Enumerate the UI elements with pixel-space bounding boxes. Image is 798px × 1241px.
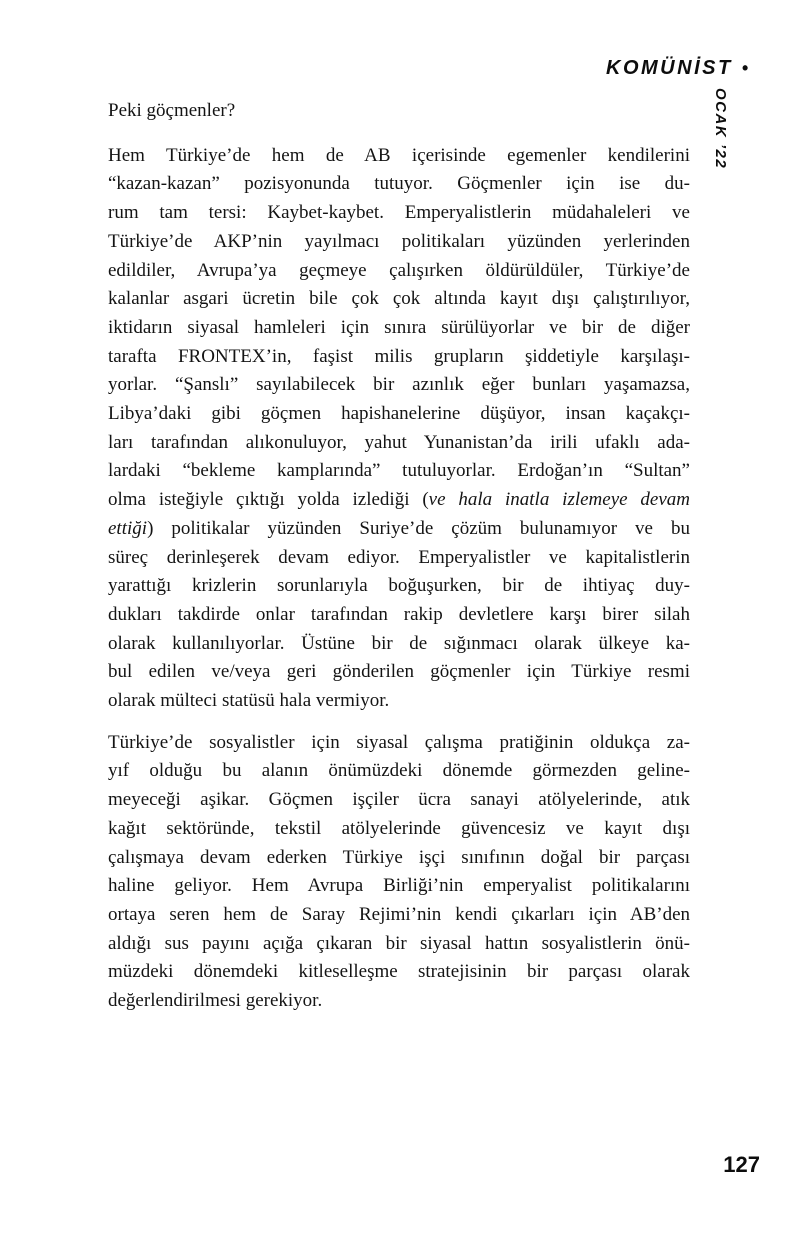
text-segment: aldığı sus payını açığa çıkaran bir siyasal hattın sosyalistlerin önü-: [108, 932, 690, 954]
text-segment: lardaki “bekleme kamplarında” tutuluyorlar. Erdoğan’ın “Sultan”: [108, 460, 690, 482]
text-segment: değerlendirilmesi gerekiyor.: [108, 990, 323, 1012]
text-line: [108, 987, 690, 1016]
running-header: [606, 57, 748, 80]
text-line: [108, 429, 690, 458]
text-line: [108, 371, 690, 400]
text-line: [108, 786, 690, 815]
text-segment: dukları takdirde onlar tarafından rakip devletlere karşı birer silah: [108, 603, 690, 625]
text-segment: haline geliyor. Hem Avrupa Birliği’nin emperyalist politikalarını: [108, 875, 690, 897]
text-line: [108, 958, 690, 987]
text-line: [108, 815, 690, 844]
text-line: [108, 343, 690, 372]
text-segment: çalışmaya devam ederken Türkiye işçi sınıfının doğal bir parçası: [108, 846, 690, 868]
text-line: [108, 170, 690, 199]
paragraph: [108, 729, 690, 1016]
text-segment: yıf olduğu bu alanın önümüzdeki dönemde görmezden geline-: [108, 760, 690, 782]
text-segment: süreç derinleşerek devam ediyor. Emperyalistler ve kapitalistlerin: [108, 546, 690, 568]
text-segment: “kazan-kazan” pozisyonunda tutuyor. Göçmenler için ise du-: [108, 173, 690, 195]
text-line: [108, 142, 690, 171]
text-segment: ortaya seren hem de Saray Rejimi’nin kendi çıkarları için AB’den: [108, 903, 690, 925]
text-line: [108, 901, 690, 930]
text-segment: ve hala inatla izlemeye devam: [428, 489, 690, 511]
text-segment: iktidarın siyasal hamleleri için sınıra sürülüyorlar ve bir de diğer: [108, 316, 690, 338]
text-segment: Türkiye’de AKP’nin yayılmacı politikaları yüzünden yerlerinden: [108, 230, 690, 252]
text-line: [108, 757, 690, 786]
article-body: [108, 97, 690, 1029]
text-segment: olarak kullanılıyorlar. Üstüne bir de sığınmacı olarak ülkeye ka-: [108, 632, 690, 654]
text-segment: bul edilen ve/veya geri gönderilen göçmenler için Türkiye resmi: [108, 661, 690, 683]
text-line: [108, 658, 690, 687]
page-number: 127: [723, 1152, 760, 1177]
text-line: [108, 457, 690, 486]
text-line: [108, 630, 690, 659]
text-line: [108, 601, 690, 630]
text-segment: meyeceği aşikar. Göçmen işçiler ücra sanayi atölyelerinde, atık: [108, 789, 690, 811]
journal-title: KOMÜNİST: [606, 57, 733, 79]
text-segment: yorlar. “Şanslı” sayılabilecek bir azınlık eğer bunları yaşamazsa,: [108, 374, 690, 396]
text-segment: ) politikalar yüzünden Suriye’de çözüm bulunamıyor ve bu: [147, 517, 690, 539]
text-line: [108, 314, 690, 343]
text-line: [108, 572, 690, 601]
text-line: [108, 199, 690, 228]
text-segment: Türkiye’de sosyalistler için siyasal çalışma pratiğinin oldukça za-: [108, 731, 690, 753]
text-segment: ettiği: [108, 517, 148, 539]
text-segment: Hem Türkiye’de hem de AB içerisinde egemenler kendilerini: [108, 144, 690, 166]
text-segment: kağıt sektöründe, tekstil atölyelerinde güvencesiz ve kayıt dışı: [108, 817, 690, 839]
text-line: [108, 515, 690, 544]
text-line: [108, 228, 690, 257]
text-line: [108, 930, 690, 959]
text-segment: müzdeki dönemdeki kitleselleşme stratejisinin bir parçası olarak: [108, 961, 690, 983]
text-segment: kalanlar asgari ücretin bile çok çok altında kayıt dışı çalıştırılıyor,: [108, 288, 690, 310]
text-line: [108, 687, 690, 716]
issue-date-label: OCAK ’22: [712, 88, 729, 170]
text-line: [108, 486, 690, 515]
text-line: [108, 844, 690, 873]
text-segment: rum tam tersi: Kaybet-kaybet. Emperyalistlerin müdahaleleri ve: [108, 202, 690, 224]
text-segment: olma isteğiyle çıktığı yolda izlediği (: [108, 489, 429, 511]
text-line: [108, 544, 690, 573]
section-question-heading: Peki göçmenler?: [108, 100, 236, 121]
text-segment: olarak mülteci statüsü hala vermiyor.: [108, 690, 390, 712]
header-bullet-icon: •: [741, 58, 748, 78]
text-segment: yarattığı krizlerin sorunlarıyla boğuşurken, bir de ihtiyaç duy-: [108, 575, 690, 597]
text-segment: ları tarafından alıkonuluyor, yahut Yunanistan’da irili ufaklı ada-: [108, 431, 690, 453]
text-line: [108, 729, 690, 758]
text-line: [108, 285, 690, 314]
text-segment: Libya’daki gibi göçmen hapishanelerine düşüyor, insan kaçakçı-: [108, 403, 690, 425]
text-line: [108, 872, 690, 901]
text-line: [108, 257, 690, 286]
text-segment: tarafta FRONTEX’in, faşist milis grupların şiddetiyle karşılaşı-: [108, 345, 690, 367]
paragraph: [108, 142, 690, 716]
text-line: [108, 400, 690, 429]
text-segment: edildiler, Avrupa’ya geçmeye çalışırken öldürüldüler, Türkiye’de: [108, 259, 690, 281]
